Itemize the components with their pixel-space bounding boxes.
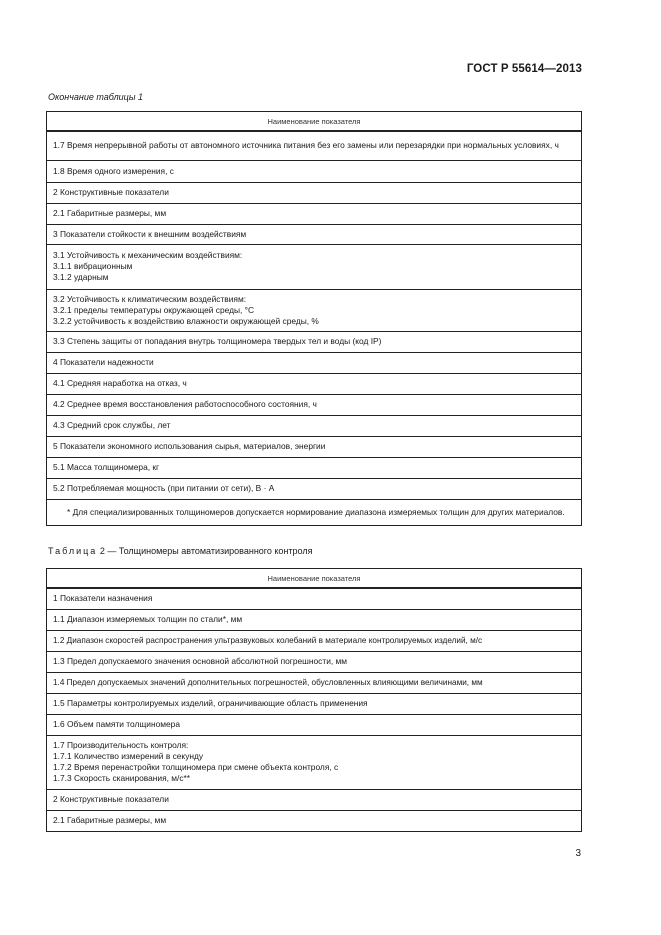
table-row: 1.5 Параметры контролируемых изделий, ограничивающие область применения	[47, 693, 582, 714]
table1-column-header: Наименование показателя	[47, 112, 582, 132]
table-row: 1 Показатели назначения	[47, 588, 582, 609]
row-line: 1.7.1 Количество измерений в секунду	[53, 751, 204, 761]
table-row: 1.8 Время одного измерения, с	[47, 160, 582, 182]
table-row: 3 Показатели стойкости к внешним воздействиям	[47, 224, 582, 244]
table1-caption: Окончание таблицы 1	[48, 92, 143, 102]
row-line: 1.7.3 Скорость сканирования, м/с**	[53, 773, 191, 783]
table-row: 4.3 Средний срок службы, лет	[47, 415, 582, 436]
row-line: 3.2 Устойчивость к климатическим воздействиям:	[53, 293, 247, 304]
row-line: 3.1 Устойчивость к механическим воздействиям:	[53, 250, 243, 260]
table-row: 4.1 Средняя наработка на отказ, ч	[47, 373, 582, 394]
table-row: 3.3 Степень защиты от попадания внутрь толщиномера твердых тел и воды (код IP)	[47, 331, 582, 352]
table-row: 4.2 Среднее время восстановления работоспособного состояния, ч	[47, 394, 582, 415]
row-line: 1.7.2 Время перенастройки толщиномера при смене объекта контроля, с	[53, 762, 339, 772]
table-row: 1.2 Диапазон скоростей распространения ультразвуковых колебаний в материале контролируемых изделий, м/с	[47, 630, 582, 651]
table-row: 4 Показатели надежности	[47, 352, 582, 373]
table2-caption-prefix: Таблица	[48, 546, 98, 556]
table-row: 5.2 Потребляемая мощность (при питании от сети), В · А	[47, 478, 582, 499]
table-row: 2 Конструктивные показатели	[47, 789, 582, 810]
row-line: 3.1.1 вибрационным	[53, 261, 133, 271]
table-row: 1.6 Объем памяти толщиномера	[47, 714, 582, 735]
table-row: 5 Показатели экономного использования сырья, материалов, энергии	[47, 436, 582, 457]
table-row: 2.1 Габаритные размеры, мм	[47, 203, 582, 224]
row-line: 3.1.2 ударным	[53, 272, 109, 282]
table-row: 1.4 Предел допускаемых значений дополнительных погрешностей, обусловленных влияющими величинами, мм	[47, 672, 582, 693]
table-row	[47, 735, 582, 789]
table2-caption-title: 2 — Толщиномеры автоматизированного контроля	[99, 546, 313, 556]
table-row: 5.1 Масса толщиномера, кг	[47, 457, 582, 478]
table-2	[46, 568, 582, 832]
table2-column-header: Наименование показателя	[47, 569, 582, 589]
table-1	[46, 111, 582, 526]
page-number: 3	[575, 848, 581, 859]
document-code: ГОСТ Р 55614—2013	[466, 63, 582, 75]
table-row: 2.1 Габаритные размеры, мм	[47, 810, 582, 831]
row-line: 3.2.2 устойчивость к воздействию влажности окружающей среды, %	[53, 315, 319, 326]
table-row: 1.3 Предел допускаемого значения основной абсолютной погрешности, мм	[47, 651, 582, 672]
table-row: 1.7 Время непрерывной работы от автономного источника питания без его замены или перезарядки при нормальных условиях, ч	[47, 131, 582, 160]
table-row: 2 Конструктивные показатели	[47, 182, 582, 203]
table-row	[47, 244, 582, 289]
table1-footnote: * Для специализированных толщиномеров допускается нормирование диапазона измеряемых толщин для других материалов.	[47, 499, 582, 525]
table-row	[47, 289, 582, 331]
table-row: 1.1 Диапазон измеряемых толщин по стали*, мм	[47, 609, 582, 630]
row-line: 3.2.1 пределы температуры окружающей среды, °С	[53, 304, 255, 315]
row-line: 1.7 Производительность контроля:	[53, 740, 189, 750]
table2-caption	[48, 546, 312, 556]
